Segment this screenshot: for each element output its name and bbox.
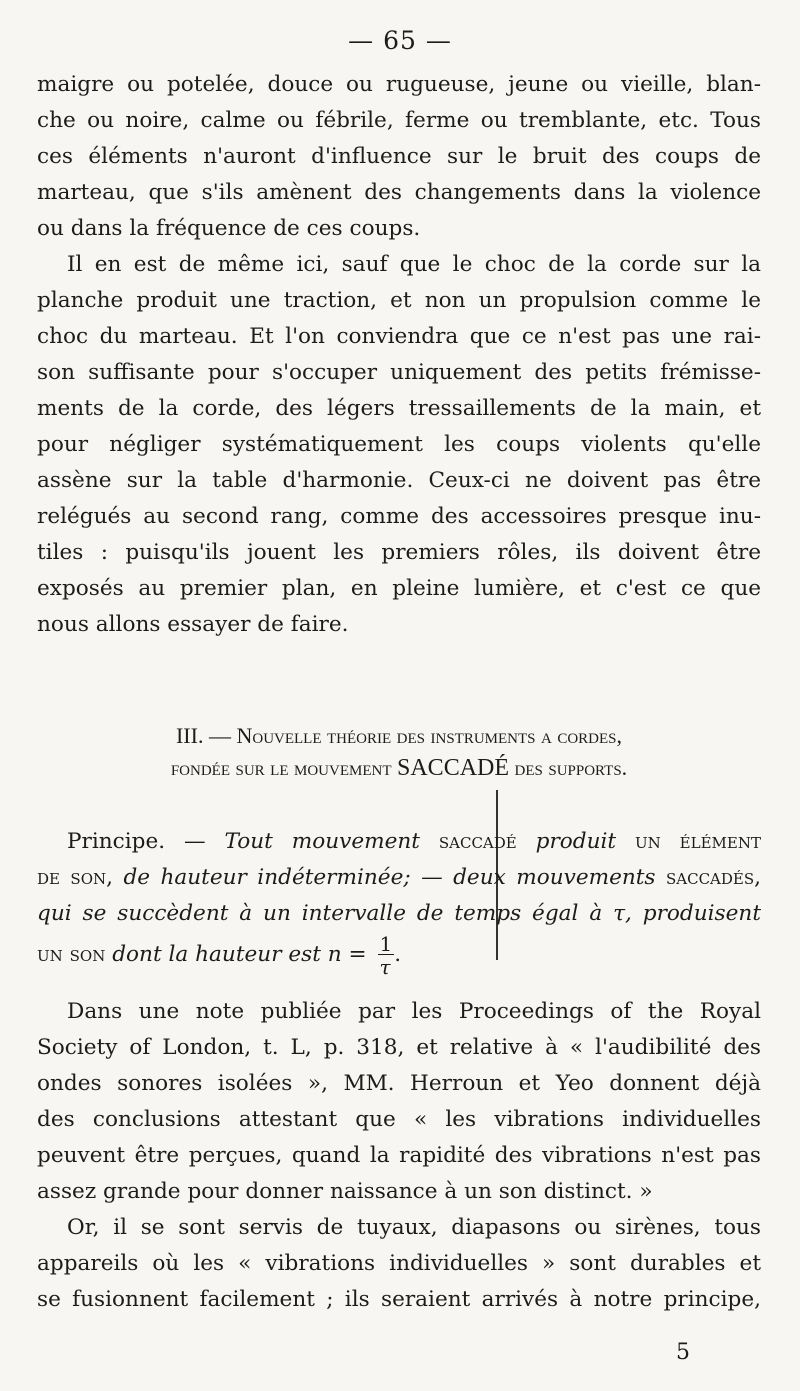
text-line: nous allons essayer de faire. — [37, 612, 349, 637]
text-line: peuvent être perçues, quand la rapidité des vibrations n'est pas — [37, 1143, 761, 1168]
paragraph-1 — [37, 67, 761, 643]
section-heading-line-2: fondée sur le mouvement SACCADÉ des supports. — [170, 755, 628, 781]
text-line: se fusionnent facilement ; ils seraient arrivés à notre principe, — [37, 1287, 761, 1312]
text-line: planche produit une traction, et non un propulsion comme le — [37, 288, 761, 313]
page-header: — 65 — — [348, 26, 452, 55]
text-line: pour négliger systématiquement les coups violents qu'elle — [37, 432, 761, 457]
principle-statement — [37, 824, 761, 978]
text-line: des conclusions attestant que « les vibrations individuelles — [37, 1107, 761, 1132]
text-line: maigre ou potelée, douce ou rugueuse, jeune ou vieille, blan- — [37, 72, 761, 97]
text-line: choc du marteau. Et l'on conviendra que ce n'est pas une rai- — [37, 324, 761, 349]
page-footer-number: 5 — [676, 1340, 690, 1365]
text-line: qui se succèdent à un intervalle de temps égal à τ, produisent — [37, 901, 761, 926]
section-heading-line-1: III. — Nouvelle théorie des instruments a cordes, — [175, 723, 623, 748]
text-line: ou dans la fréquence de ces coups. — [37, 216, 421, 241]
text-line: de son, de hauteur indéterminée; — deux mouvements saccadés, — [37, 865, 761, 890]
text-line: ondes sonores isolées », MM. Herroun et Yeo donnent déjà — [37, 1071, 761, 1096]
text-line: tiles : puisqu'ils jouent les premiers rôles, ils doivent être — [37, 540, 761, 565]
text-line: appareils où les « vibrations individuelles » sont durables et — [37, 1251, 761, 1276]
text-line: Or, il se sont servis de tuyaux, diapasons ou sirènes, tous — [67, 1215, 761, 1240]
text-line: assez grande pour donner naissance à un son distinct. » — [37, 1179, 653, 1204]
text-line: Dans une note publiée par les Proceedings of the Royal — [67, 999, 761, 1024]
text-line: exposés au premier plan, en pleine lumière, et c'est ce que — [37, 576, 761, 601]
text-line: un son dont la hauteur est n = $\frac{1}{\tau}$ . — [37, 931, 402, 979]
text-line: son suffisante pour s'occuper uniquement des petits frémisse- — [37, 360, 761, 385]
text-line: assène sur la table d'harmonie. Ceux-ci ne doivent pas être — [37, 468, 761, 493]
section-heading — [37, 720, 761, 784]
text-line: Society of London, t. L, p. 318, et relative à « l'audibilité des — [37, 1035, 761, 1060]
text-line: ces éléments n'auront d'influence sur le bruit des coups de — [37, 144, 761, 169]
text-line: ments de la corde, des légers tressaillements de la main, et — [37, 396, 761, 421]
text-line: che ou noire, calme ou fébrile, ferme ou tremblante, etc. Tous — [37, 108, 761, 133]
text-line: Il en est de même ici, sauf que le choc de la corde sur la — [67, 252, 761, 277]
text-line: marteau, que s'ils amènent des changements dans la violence — [37, 180, 761, 205]
fraction: $\frac{1}{\tau}$ — [379, 931, 393, 979]
text-line: Principe. — Tout mouvement saccadé produit un élément — [67, 829, 761, 854]
text-line: relégués au second rang, comme des accessoires presque inu- — [37, 504, 761, 529]
paragraph-3 — [37, 994, 761, 1318]
